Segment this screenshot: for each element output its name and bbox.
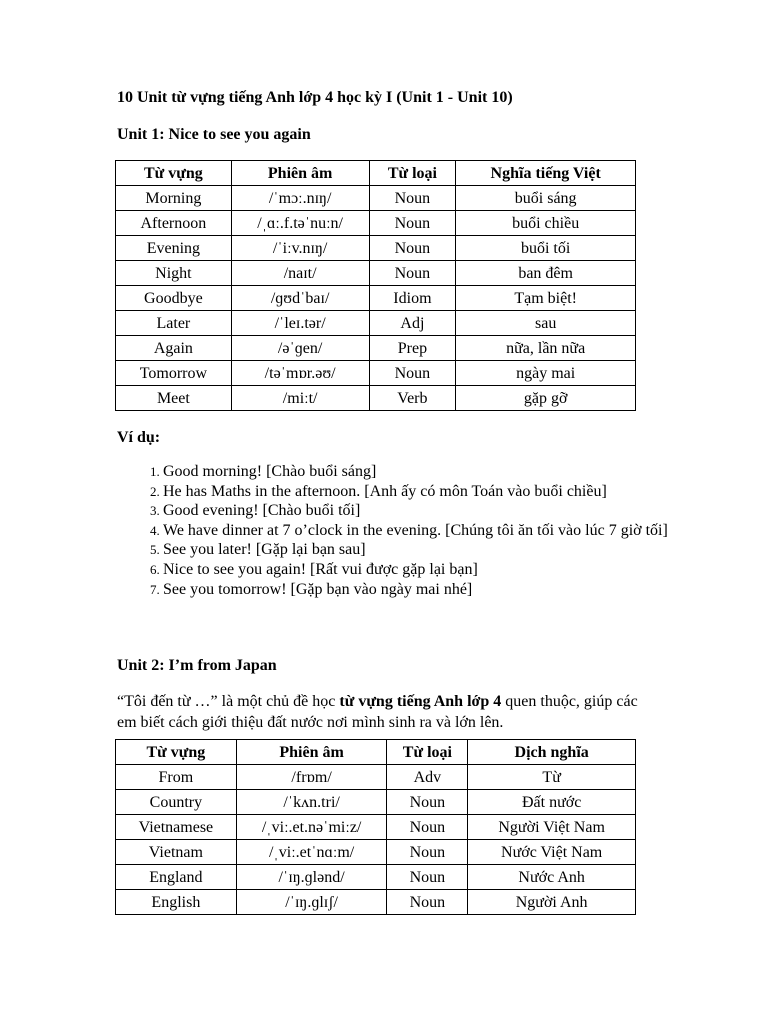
table-cell: /təˈmɒr.əʊ/: [231, 361, 369, 386]
table-row: [116, 361, 636, 386]
column-header: Từ loại: [369, 161, 456, 186]
column-header: Từ loại: [387, 740, 468, 765]
list-item: 2. He has Maths in the afternoon. [Anh ấy có môn Toán vào buổi chiều]: [163, 482, 693, 502]
table-row: [116, 186, 636, 211]
table-cell: England: [116, 865, 237, 890]
table-cell: /miːt/: [231, 386, 369, 411]
intro-bold-text: từ vựng tiếng Anh lớp 4: [339, 693, 502, 710]
table-cell: Noun: [387, 865, 468, 890]
table-cell: Người Anh: [468, 890, 636, 915]
table-cell: Noun: [369, 261, 456, 286]
table-cell: English: [116, 890, 237, 915]
table-cell: ban đêm: [456, 261, 636, 286]
table-row: [116, 236, 636, 261]
table-cell: Vietnam: [116, 840, 237, 865]
table-cell: Vietnamese: [116, 815, 237, 840]
table-cell: /ˈleɪ.tər/: [231, 311, 369, 336]
table-cell: Again: [116, 336, 232, 361]
table-cell: Noun: [369, 186, 456, 211]
table-row: [116, 865, 636, 890]
unit1-heading: Unit 1: Nice to see you again: [117, 126, 311, 143]
table-cell: Noun: [369, 236, 456, 261]
table-cell: Adj: [369, 311, 456, 336]
table-cell: Verb: [369, 386, 456, 411]
page-title: 10 Unit từ vựng tiếng Anh lớp 4 học kỳ I (Unit 1 - Unit 10): [117, 89, 513, 106]
table-cell: /əˈɡen/: [231, 336, 369, 361]
unit2-heading: Unit 2: I’m from Japan: [117, 657, 277, 674]
column-header: Phiên âm: [236, 740, 387, 765]
table-cell: Prep: [369, 336, 456, 361]
table-cell: /naɪt/: [231, 261, 369, 286]
table-cell: buổi tối: [456, 236, 636, 261]
table-cell: /ˌviː.et.nəˈmiːz/: [236, 815, 387, 840]
table-cell: /ˌviː.etˈnɑːm/: [236, 840, 387, 865]
table-row: [116, 336, 636, 361]
table-header-row: [116, 161, 636, 186]
table-cell: /ˈmɔː.nɪŋ/: [231, 186, 369, 211]
table-cell: Noun: [387, 890, 468, 915]
table-cell: Noun: [369, 361, 456, 386]
table-cell: ngày mai: [456, 361, 636, 386]
list-item: 5. See you later! [Gặp lại bạn sau]: [163, 540, 693, 560]
table-cell: Nước Anh: [468, 865, 636, 890]
table-cell: Afternoon: [116, 211, 232, 236]
table-cell: Tạm biệt!: [456, 286, 636, 311]
table-cell: Evening: [116, 236, 232, 261]
table-cell: Idiom: [369, 286, 456, 311]
table-cell: /frɒm/: [236, 765, 387, 790]
table-row: [116, 286, 636, 311]
intro-text: “Tôi đến từ …” là một chủ đề học: [117, 693, 340, 710]
table-cell: Later: [116, 311, 232, 336]
table-cell: Đất nước: [468, 790, 636, 815]
list-item: 3. Good evening! [Chào buổi tối]: [163, 501, 693, 521]
column-header: Từ vựng: [116, 161, 232, 186]
unit1-vocab-table: [115, 160, 636, 411]
table-cell: Goodbye: [116, 286, 232, 311]
table-cell: Night: [116, 261, 232, 286]
table-cell: Country: [116, 790, 237, 815]
table-cell: Adv: [387, 765, 468, 790]
column-header: Từ vựng: [116, 740, 237, 765]
table-cell: Người Việt Nam: [468, 815, 636, 840]
table-cell: Morning: [116, 186, 232, 211]
table-row: [116, 790, 636, 815]
table-cell: /ɡʊdˈbaɪ/: [231, 286, 369, 311]
table-cell: /ˈɪŋ.ɡlɪʃ/: [236, 890, 387, 915]
table-row: [116, 311, 636, 336]
table-row: [116, 261, 636, 286]
examples-heading: Ví dụ:: [117, 429, 161, 446]
table-cell: nữa, lần nữa: [456, 336, 636, 361]
table-cell: Từ: [468, 765, 636, 790]
table-cell: /ˈiːv.nɪŋ/: [231, 236, 369, 261]
column-header: Dịch nghĩa: [468, 740, 636, 765]
table-cell: sau: [456, 311, 636, 336]
table-cell: Noun: [369, 211, 456, 236]
table-row: [116, 815, 636, 840]
column-header: Phiên âm: [231, 161, 369, 186]
table-row: [116, 765, 636, 790]
table-cell: From: [116, 765, 237, 790]
table-row: [116, 840, 636, 865]
table-cell: buổi chiều: [456, 211, 636, 236]
table-cell: /ˈkʌn.tri/: [236, 790, 387, 815]
list-item: 7. See you tomorrow! [Gặp bạn vào ngày mai nhé]: [163, 580, 693, 600]
table-cell: Nước Việt Nam: [468, 840, 636, 865]
table-cell: buổi sáng: [456, 186, 636, 211]
list-item: 1. Good morning! [Chào buổi sáng]: [163, 462, 693, 482]
table-cell: Noun: [387, 815, 468, 840]
table-cell: /ˈɪŋ.ɡlənd/: [236, 865, 387, 890]
list-item: 4. We have dinner at 7 o’clock in the evening. [Chúng tôi ăn tối vào lúc 7 giờ tối]: [163, 521, 693, 541]
column-header: Nghĩa tiếng Việt: [456, 161, 636, 186]
unit2-vocab-table: [115, 739, 636, 915]
table-row: [116, 211, 636, 236]
table-header-row: [116, 740, 636, 765]
table-cell: Noun: [387, 790, 468, 815]
table-row: [116, 890, 636, 915]
intro-text: quen thuộc, giúp các em biết cách giới thiệu đất nước nơi mình sinh ra và lớn lên.: [117, 693, 638, 731]
examples-list: [117, 462, 693, 599]
table-cell: Tomorrow: [116, 361, 232, 386]
table-row: [116, 386, 636, 411]
table-cell: /ˌɑː.f.təˈnuːn/: [231, 211, 369, 236]
list-item: 6. Nice to see you again! [Rất vui được gặp lại bạn]: [163, 560, 693, 580]
table-cell: Meet: [116, 386, 232, 411]
table-cell: gặp gỡ: [456, 386, 636, 411]
table-cell: Noun: [387, 840, 468, 865]
unit2-intro-paragraph: [117, 691, 647, 733]
